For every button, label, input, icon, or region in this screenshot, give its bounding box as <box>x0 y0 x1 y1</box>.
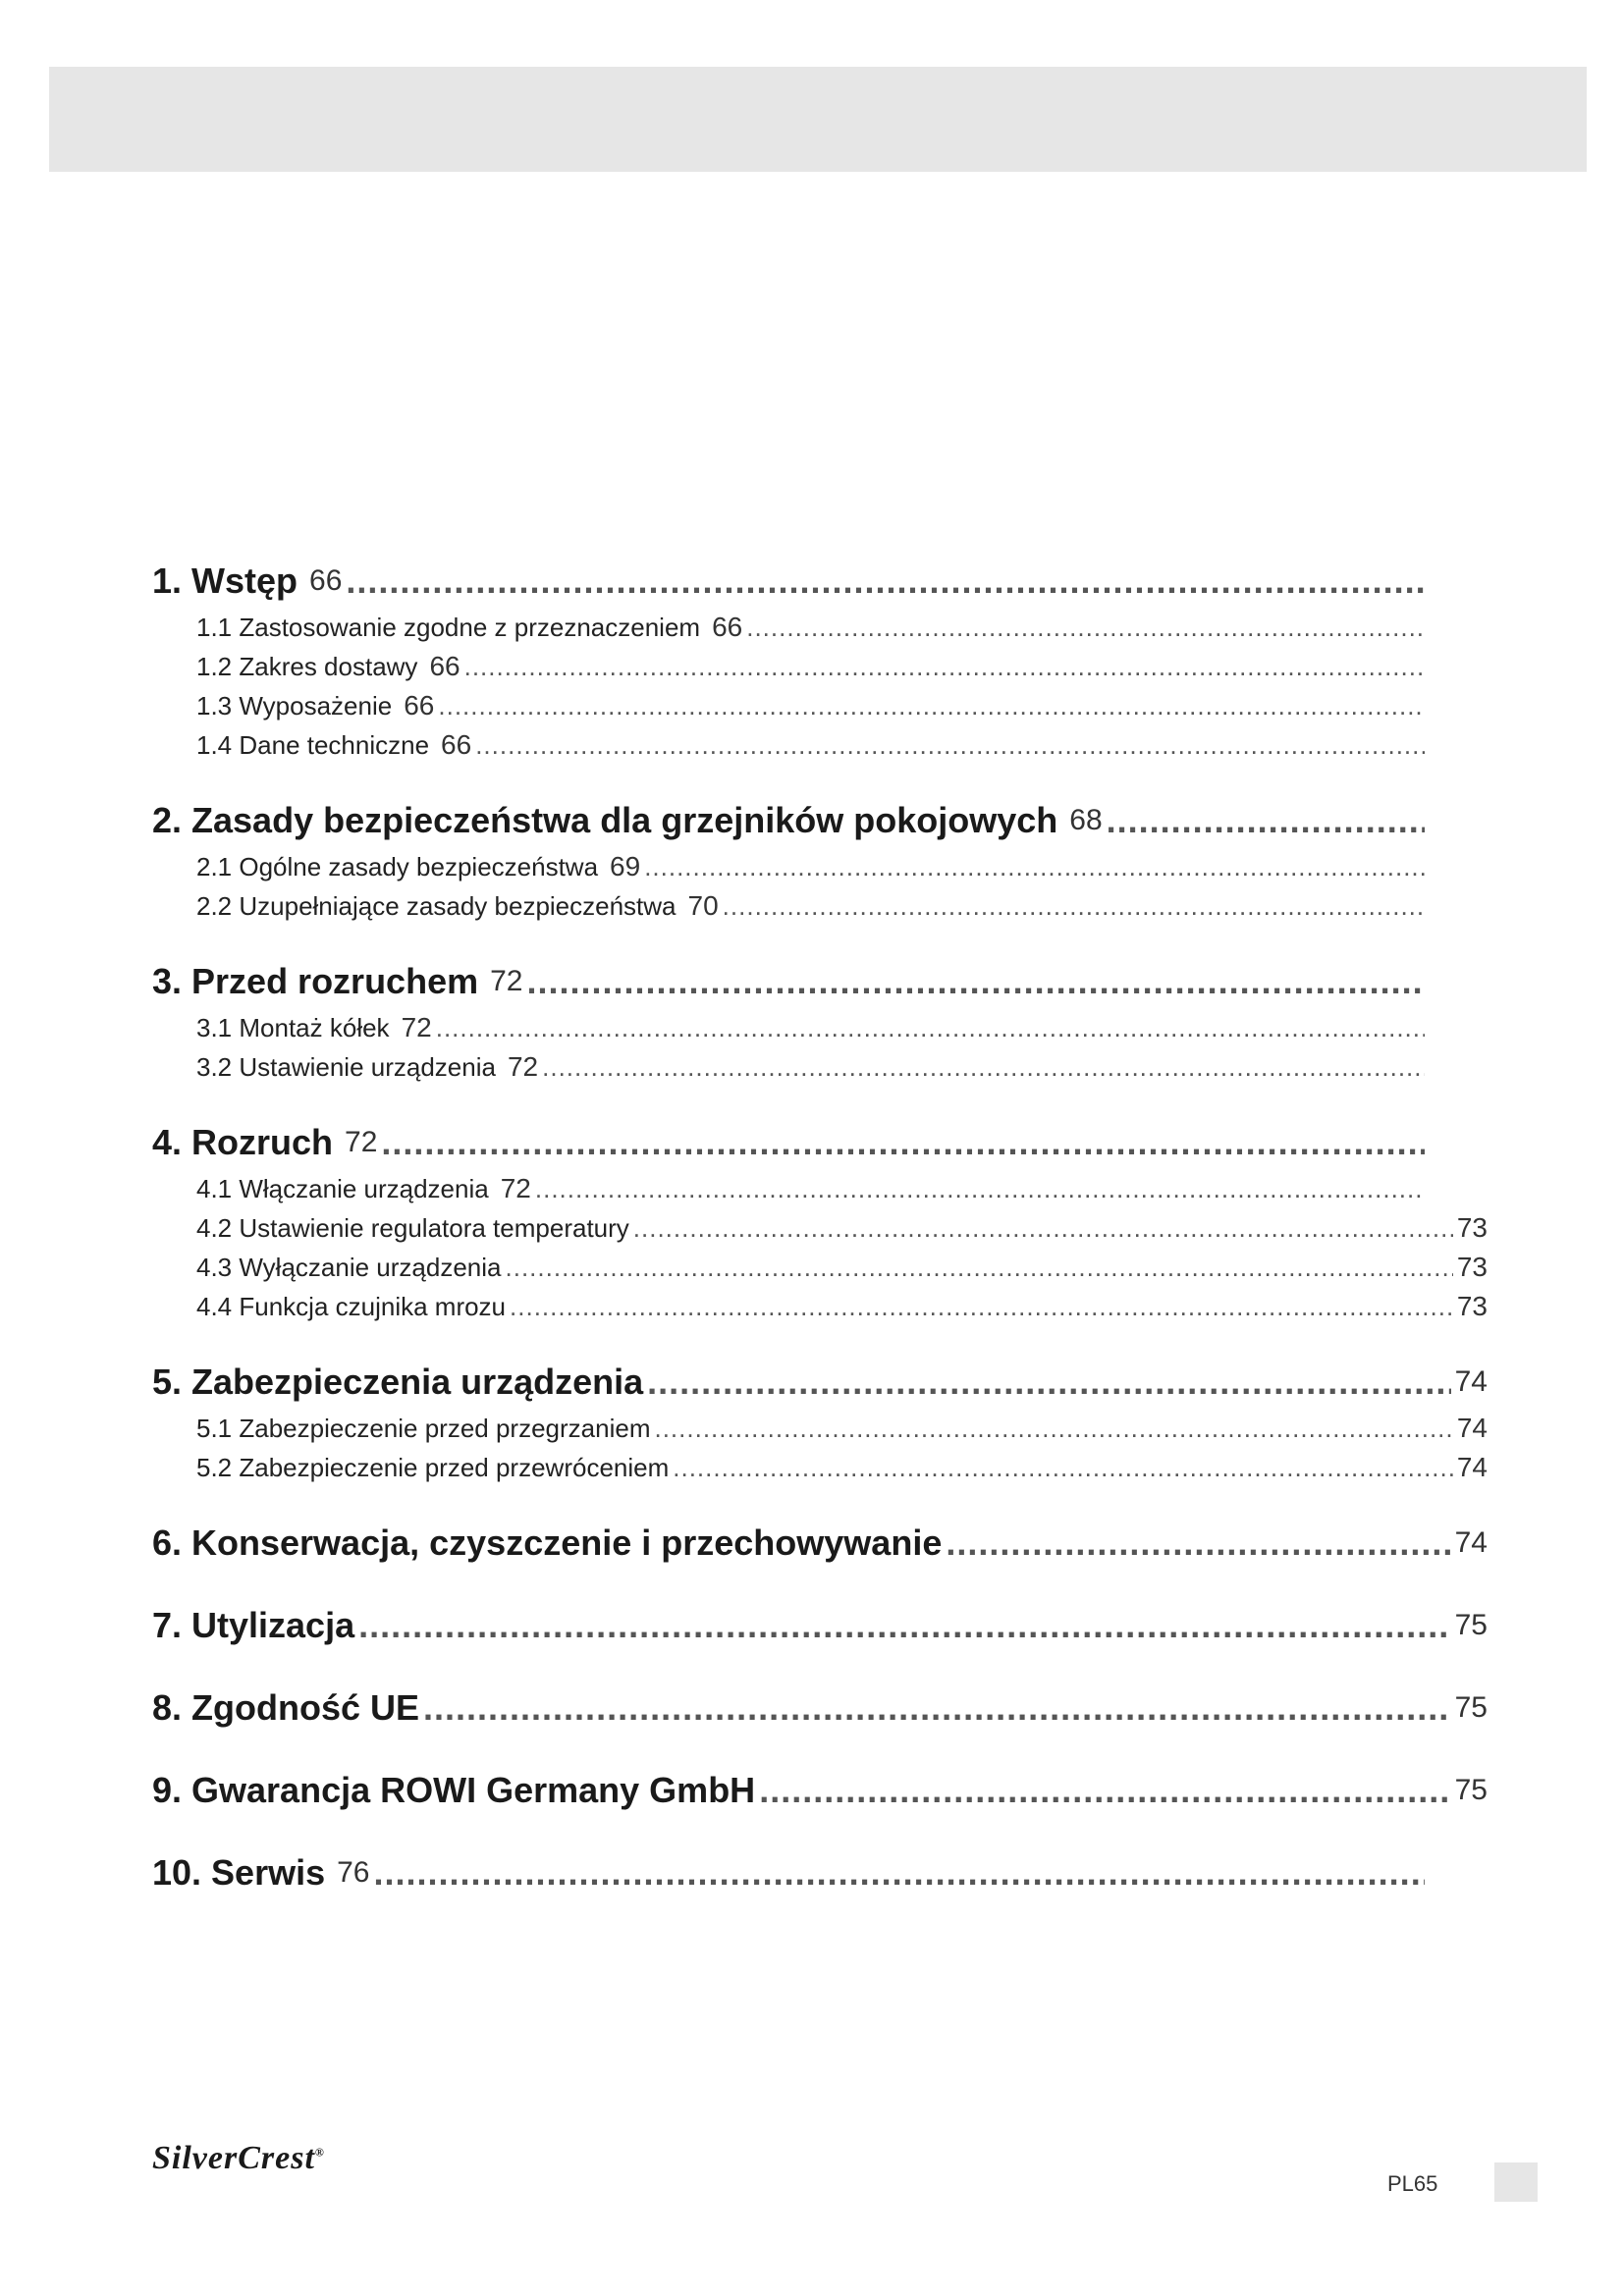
toc-section-title: 5.1 Zabezpieczenie przed przegrzaniem <box>196 1413 651 1443</box>
registered-mark: ® <box>314 2145 325 2160</box>
toc-leader-dots <box>423 1687 1451 1729</box>
toc-page-number: 73 <box>1456 1212 1488 1243</box>
toc-chapter-entry[interactable] <box>152 1846 1488 1899</box>
toc-leader-dots <box>647 1362 1450 1403</box>
toc-chapter-entry[interactable] <box>152 1356 1488 1409</box>
toc-section-entry[interactable] <box>152 647 1488 686</box>
toc-section-entry[interactable] <box>152 1208 1488 1248</box>
toc-chapter-title: 7. Utylizacja <box>152 1605 355 1645</box>
toc-leader-dots <box>381 1122 1425 1163</box>
toc-leader-dots <box>436 1013 1425 1043</box>
toc-page-number: 66 <box>429 651 460 681</box>
toc-page-number: 72 <box>401 1012 432 1042</box>
toc-section-entry[interactable] <box>152 1448 1488 1487</box>
toc-leader-dots <box>526 961 1425 1002</box>
silvercrest-logo <box>152 2140 325 2177</box>
toc-page-number: 76 <box>337 1856 370 1889</box>
toc-section-entry[interactable] <box>152 1169 1488 1208</box>
toc-section-entry[interactable] <box>152 608 1488 647</box>
toc-page-number: 66 <box>441 729 472 760</box>
toc-chapter-entry[interactable] <box>152 1116 1488 1169</box>
toc-page-number: 75 <box>1454 1691 1488 1724</box>
toc-section-title: 1.4 Dane techniczne <box>196 729 430 760</box>
toc-page-number: 72 <box>490 965 523 997</box>
toc-chapter-title: 2. Zasady bezpieczeństwa dla grzejników pokojowych <box>152 800 1058 840</box>
toc-page-number: 74 <box>1456 1452 1488 1482</box>
toc-chapter-entry[interactable] <box>152 1517 1488 1570</box>
brand-name: SilverCrest <box>152 2140 315 2176</box>
toc-chapter-title: 10. Serwis <box>152 1852 326 1893</box>
toc-leader-dots <box>946 1522 1450 1564</box>
toc-chapter-entry[interactable] <box>152 1682 1488 1735</box>
toc-page-number: 75 <box>1454 1774 1488 1806</box>
toc-page-number: 72 <box>500 1173 531 1203</box>
table-of-contents <box>152 555 1488 1899</box>
toc-chapter-entry[interactable] <box>152 555 1488 608</box>
toc-chapter-title: 4. Rozruch <box>152 1122 334 1162</box>
toc-leader-dots <box>506 1253 1453 1283</box>
toc-section-title: 1.1 Zastosowanie zgodne z przeznaczeniem <box>196 612 701 642</box>
toc-leader-dots <box>633 1213 1453 1244</box>
toc-chapter-title: 9. Gwarancja ROWI Germany GmbH <box>152 1770 756 1810</box>
toc-leader-dots <box>542 1052 1425 1083</box>
toc-section-title: 2.2 Uzupełniające zasady bezpieczeństwa <box>196 890 677 921</box>
toc-leader-dots <box>1107 800 1425 841</box>
toc-leader-dots <box>535 1174 1425 1204</box>
toc-leader-dots <box>346 561 1425 602</box>
toc-section-entry[interactable] <box>152 847 1488 886</box>
toc-page-number: 69 <box>610 851 641 881</box>
toc-chapter-title: 1. Wstęp <box>152 561 298 601</box>
toc-section-title: 5.2 Zabezpieczenie przed przewróceniem <box>196 1452 670 1482</box>
toc-leader-dots <box>475 730 1425 761</box>
toc-section-title: 1.2 Zakres dostawy <box>196 651 418 681</box>
toc-leader-dots <box>510 1292 1453 1322</box>
toc-chapter-title: 3. Przed rozruchem <box>152 961 479 1001</box>
toc-page-number: 72 <box>507 1051 539 1082</box>
toc-section-title: 3.1 Montaż kółek <box>196 1012 390 1042</box>
toc-section-title: 3.2 Ustawienie urządzenia <box>196 1051 496 1082</box>
page-number: PL65 <box>1387 2171 1438 2196</box>
toc-leader-dots <box>644 852 1425 882</box>
toc-leader-dots <box>654 1414 1452 1444</box>
toc-chapter-title: 5. Zabezpieczenia urządzenia <box>152 1362 644 1402</box>
toc-leader-dots <box>358 1605 1451 1646</box>
toc-leader-dots <box>438 691 1425 721</box>
toc-chapter-title: 8. Zgodność UE <box>152 1687 420 1728</box>
corner-tab-marker <box>1494 2163 1538 2202</box>
toc-page-number: 68 <box>1069 804 1103 836</box>
toc-page-number: 74 <box>1456 1413 1488 1443</box>
toc-leader-dots <box>759 1770 1450 1811</box>
toc-section-title: 4.1 Włączanie urządzenia <box>196 1173 489 1203</box>
toc-section-entry[interactable] <box>152 1248 1488 1287</box>
toc-section-entry[interactable] <box>152 886 1488 926</box>
toc-chapter-entry[interactable] <box>152 955 1488 1008</box>
toc-section-entry[interactable] <box>152 725 1488 765</box>
toc-section-title: 2.1 Ogólne zasady bezpieczeństwa <box>196 851 599 881</box>
toc-leader-dots <box>464 652 1425 682</box>
toc-section-entry[interactable] <box>152 686 1488 725</box>
toc-page-number: 66 <box>404 690 435 721</box>
toc-leader-dots <box>723 891 1425 922</box>
toc-section-title: 4.4 Funkcja czujnika mrozu <box>196 1291 507 1321</box>
toc-section-title: 4.2 Ustawienie regulatora temperatury <box>196 1212 629 1243</box>
toc-page-number: 66 <box>712 612 743 642</box>
toc-chapter-entry[interactable] <box>152 1764 1488 1817</box>
toc-leader-dots <box>673 1453 1453 1483</box>
header-band <box>49 67 1587 172</box>
toc-page-number: 73 <box>1456 1291 1488 1321</box>
toc-section-title: 1.3 Wyposażenie <box>196 690 393 721</box>
toc-chapter-entry[interactable] <box>152 794 1488 847</box>
toc-chapter-entry[interactable] <box>152 1599 1488 1652</box>
toc-page-number: 74 <box>1454 1526 1488 1559</box>
toc-leader-dots <box>374 1852 1426 1894</box>
toc-page-number: 73 <box>1456 1252 1488 1282</box>
toc-section-title: 4.3 Wyłączanie urządzenia <box>196 1252 502 1282</box>
toc-section-entry[interactable] <box>152 1008 1488 1047</box>
toc-section-entry[interactable] <box>152 1287 1488 1326</box>
toc-page-number: 74 <box>1454 1365 1488 1398</box>
toc-section-entry[interactable] <box>152 1047 1488 1087</box>
toc-page-number: 75 <box>1454 1609 1488 1641</box>
toc-chapter-title: 6. Konserwacja, czyszczenie i przechowywanie <box>152 1522 943 1563</box>
toc-section-entry[interactable] <box>152 1409 1488 1448</box>
toc-leader-dots <box>746 613 1425 643</box>
toc-page-number: 72 <box>345 1126 378 1158</box>
toc-page-number: 70 <box>687 890 719 921</box>
toc-page-number: 66 <box>309 564 343 597</box>
